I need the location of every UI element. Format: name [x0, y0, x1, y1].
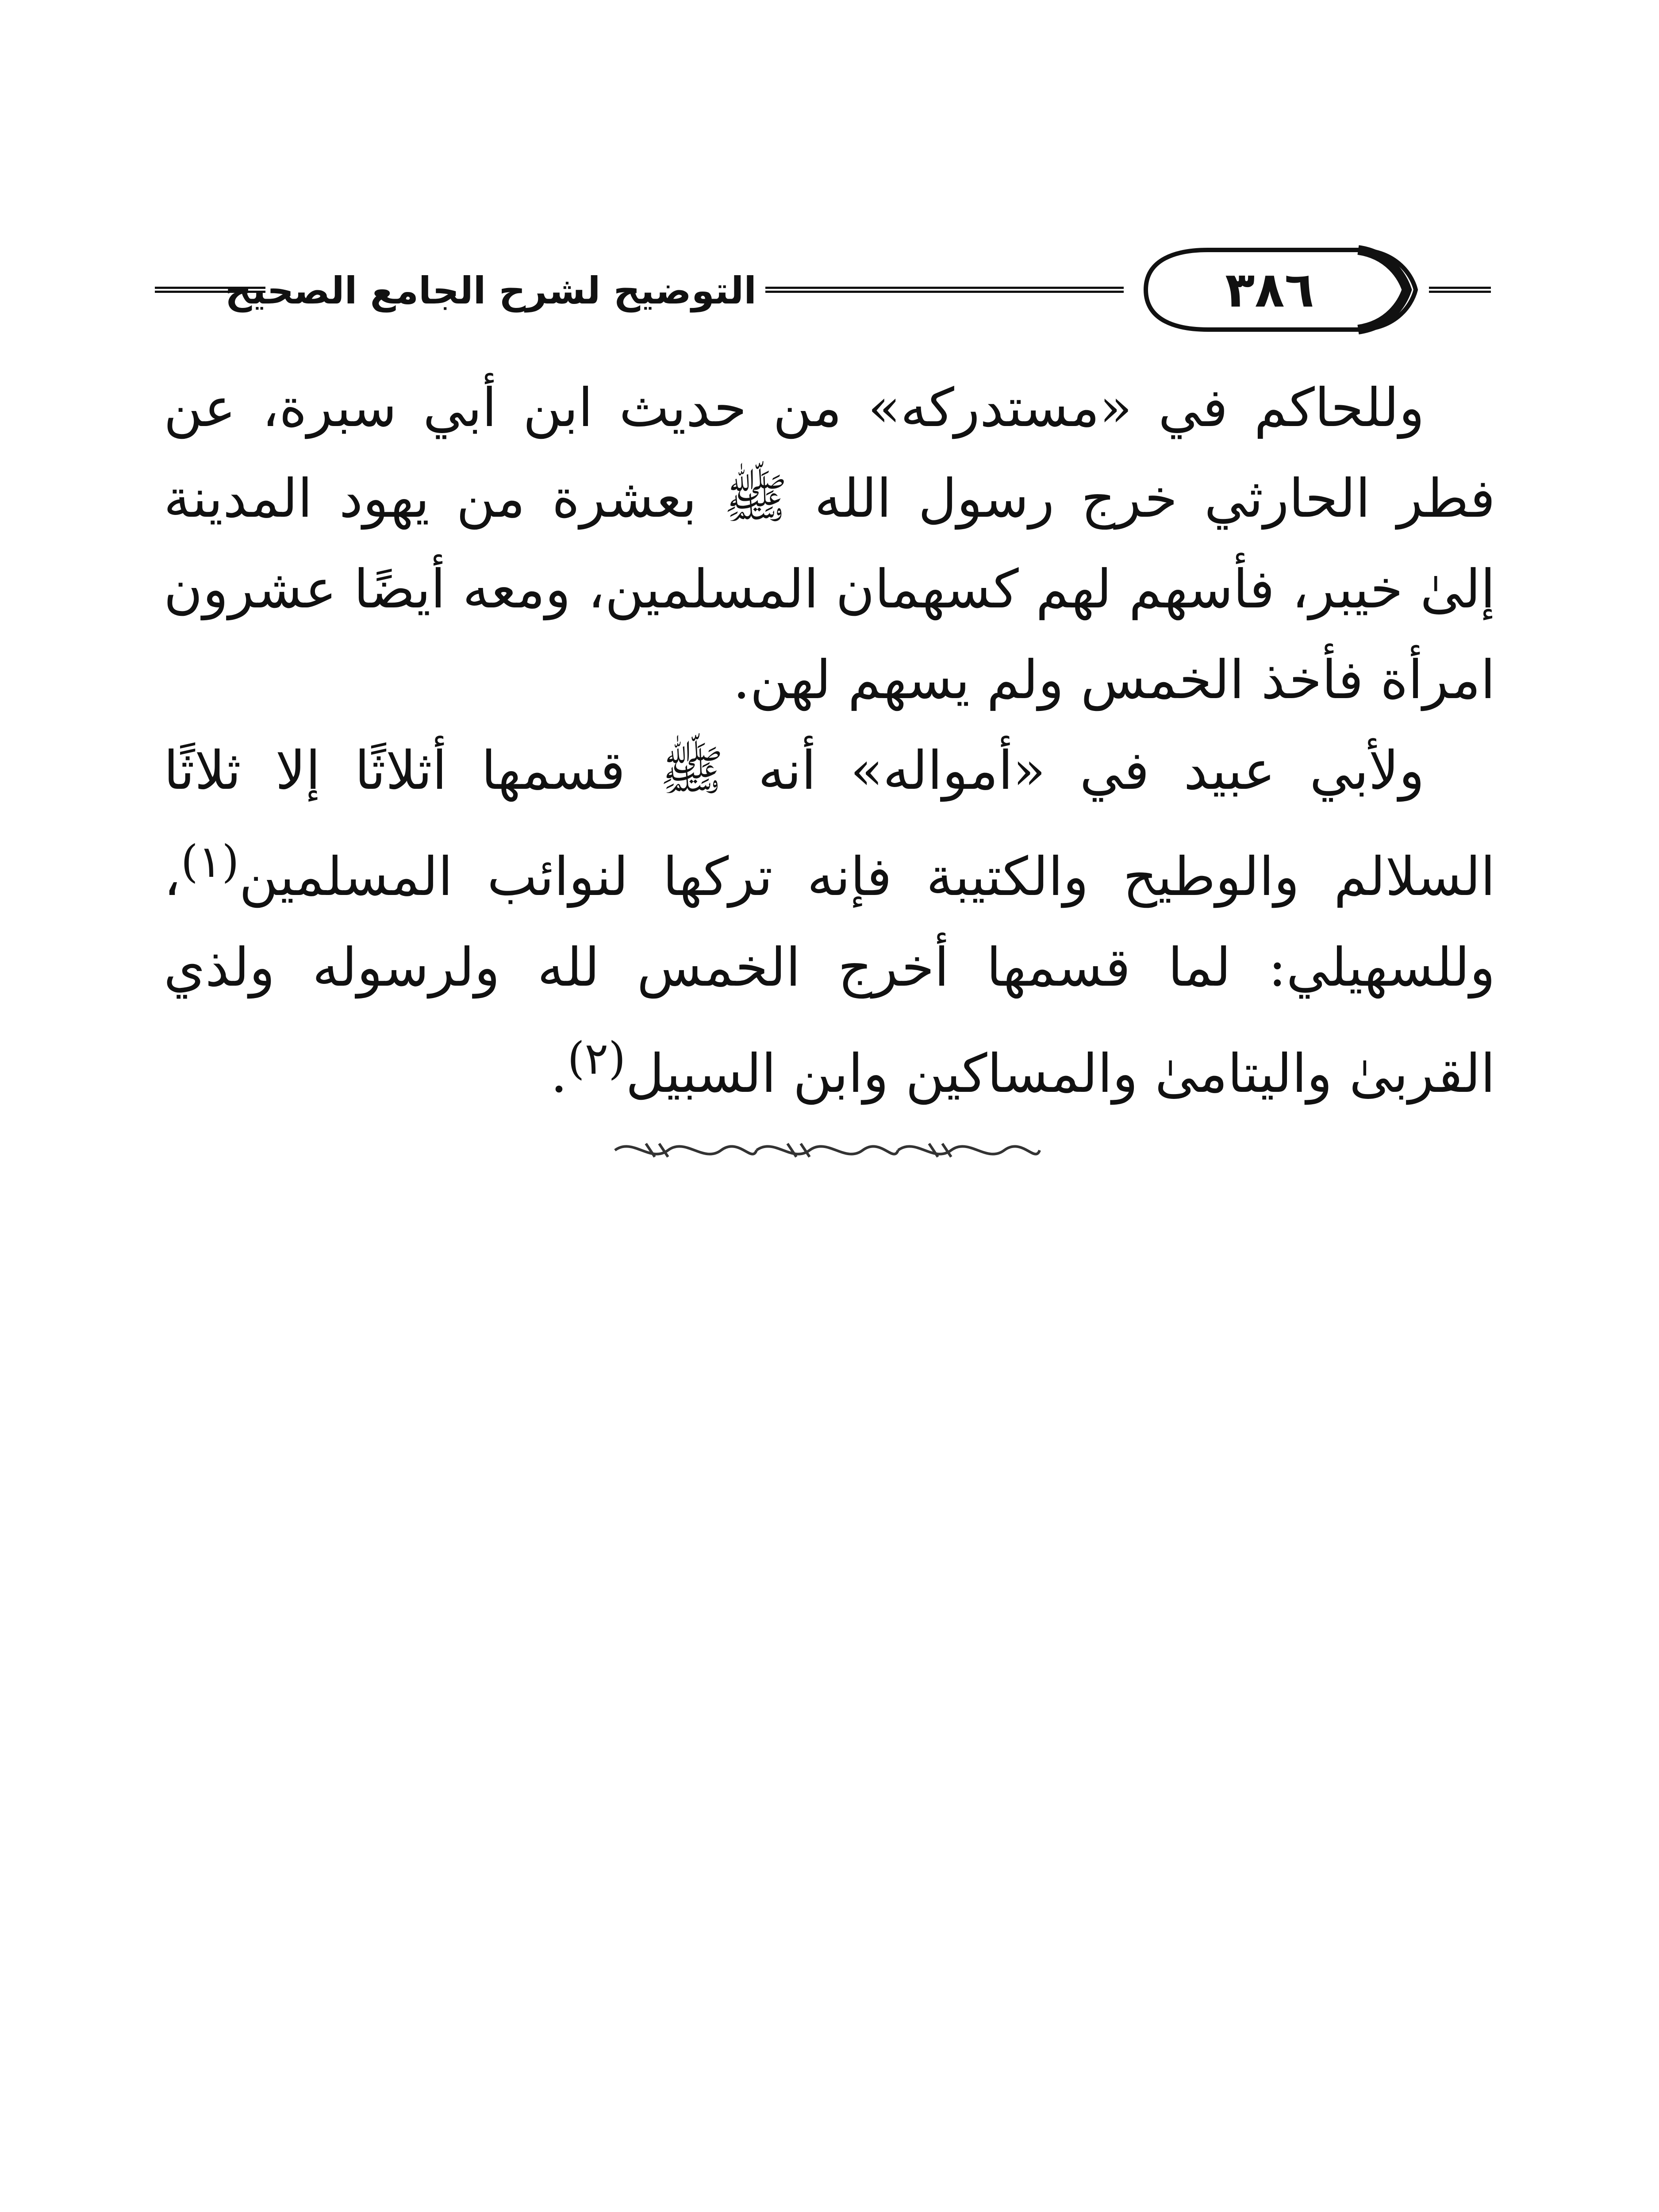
- footnote-ref-2: (٢): [567, 1033, 626, 1084]
- section-divider-ornament: [606, 1133, 1048, 1168]
- paragraph-2-end: .: [550, 1043, 568, 1105]
- page-number: ٣٨٦: [1225, 261, 1314, 318]
- paragraph-1: وللحاكم في «مستدركه» من حديث ابن أبي سبرة، عن فطر الحارثي خرج رسول الله ﷺ بعشرة من يهود المدينة إلىٰ خيبر، فأسهم لهم كسهمان المسلمين، ومعه أيضًا عشرون امرأة فأخذ الخمس ولم يسهم لهن.: [164, 377, 1495, 711]
- page-number-badge: [1128, 241, 1420, 338]
- paragraph-2: [164, 726, 1495, 1119]
- main-text: [164, 363, 1495, 1119]
- paragraph-2-part-2: ، وللسهيلي: لما قسمها أخرج الخمس لله ولرسوله ولذي القربىٰ واليتامىٰ والمساكين وابن السبيل: [164, 846, 1495, 1105]
- header-rule-middle: [765, 287, 1124, 293]
- page-header: [155, 241, 1491, 338]
- footnote-ref-1: (١): [180, 836, 239, 887]
- running-title: التوضيح لشرح الجامع الصحيح: [225, 269, 757, 312]
- header-rule-right: [1429, 287, 1491, 293]
- paragraph-2-part-1: ولأبي عبيد في «أمواله» أنه ﷺ قسمها أثلاثًا إلا ثلاثًا السلالم والوطيح والكتيبة فإنه تركها لنوائب المسلمين: [164, 740, 1495, 908]
